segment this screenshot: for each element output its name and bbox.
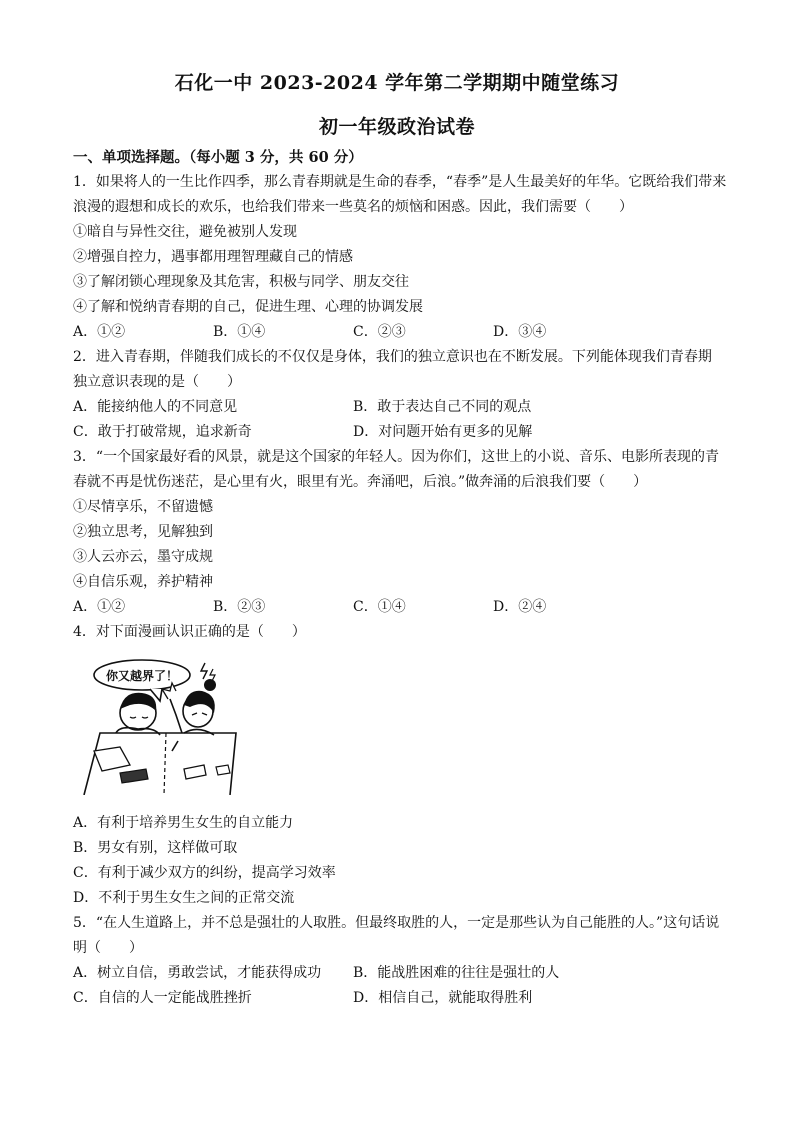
q5-option-a[interactable]: A．树立自信，勇敢尝试，才能获得成功 [73,965,322,981]
q1-item-3: ③了解闭锁心理现象及其危害，积极与同学、朋友交往 [73,274,409,290]
section-heading: 一、单项选择题。（每小题 3 分，共 60 分） [73,149,363,166]
q2-option-d[interactable]: D．对问题开始有更多的见解 [353,424,533,440]
q3-item-3: ③人云亦云，墨守成规 [73,549,213,565]
q5-stem-line2: 明（ ） [73,940,143,956]
q1-stem-line2: 浪漫的遐想和成长的欢乐，也给我们带来一些莫名的烦恼和困惑。因此，我们需要（ ） [73,199,633,215]
q1-stem-line1: 1．如果将人的一生比作四季，那么青春期就是生命的春季，“春季”是人生最美好的年华。它既给我们带来 [73,174,727,190]
q5-option-b[interactable]: B．能战胜困难的往往是强壮的人 [353,965,560,981]
q3-option-a[interactable]: A．①② [73,599,126,615]
exam-title: 石化一中 2023-2024 学年第二学期期中随堂练习 [174,72,620,94]
q5-option-d[interactable]: D．相信自己，就能取得胜利 [353,990,533,1006]
q4-option-d[interactable]: D．不利于男生女生之间的正常交流 [73,890,295,906]
q2-stem-line2: 独立意识表现的是（ ） [73,374,241,390]
q3-option-c[interactable]: C．①④ [353,599,406,615]
q3-item-1: ①尽情享乐，不留遗憾 [73,499,213,515]
q4-option-c[interactable]: C．有利于减少双方的纠纷，提高学习效率 [73,865,336,881]
q1-option-a[interactable]: A．①② [73,324,126,340]
speech-bubble-text: 你又越界了！ [105,669,179,683]
q1-item-2: ②增强自控力，遇事都用理智理藏自己的情感 [73,249,353,265]
q2-stem-line1: 2．进入青春期，伴随我们成长的不仅仅是身体，我们的独立意识也在不断发展。下列能体现我们青春期 [73,349,712,365]
q1-item-1: ①暗自与异性交往，避免被别人发现 [73,224,297,240]
q3-item-4: ④自信乐观，养护精神 [73,574,213,590]
q2-option-b[interactable]: B．敢于表达自己不同的观点 [353,399,532,415]
q4-option-b[interactable]: B．男女有别，这样做可取 [73,840,238,856]
boundary-cartoon-image [80,655,240,795]
q1-option-d[interactable]: D．③④ [493,324,547,340]
q3-item-2: ②独立思考，见解独到 [73,524,213,540]
q4-stem: 4．对下面漫画认识正确的是（ ） [73,624,306,640]
q3-option-d[interactable]: D．②④ [493,599,547,615]
q1-item-4: ④了解和悦纳青春期的自己，促进生理、心理的协调发展 [73,299,423,315]
q3-stem-line2: 春就不再是忧伤迷茫，是心里有火，眼里有光。奔涌吧，后浪。”做奔涌的后浪我们要（ ） [73,474,648,490]
q3-stem-line1: 3．“一个国家最好看的风景，就是这个国家的年轻人。因为你们，这世上的小说、音乐、电影所表现的青 [73,449,720,465]
q2-option-c[interactable]: C．敢于打破常规，追求新奇 [73,424,252,440]
q1-option-b[interactable]: B．①④ [213,324,266,340]
exam-subtitle: 初一年级政治试卷 [318,116,475,138]
q5-option-c[interactable]: C．自信的人一定能战胜挫折 [73,990,252,1006]
q2-option-a[interactable]: A．能接纳他人的不同意见 [73,399,238,415]
q1-option-c[interactable]: C．②③ [353,324,406,340]
q4-option-a[interactable]: A．有利于培养男生女生的自立能力 [73,815,294,831]
q3-option-b[interactable]: B．②③ [213,599,266,615]
q5-stem-line1: 5．“在人生道路上，并不总是强壮的人取胜。但最终取胜的人，一定是那些认为自己能胜的人。”这句话说 [73,915,720,931]
